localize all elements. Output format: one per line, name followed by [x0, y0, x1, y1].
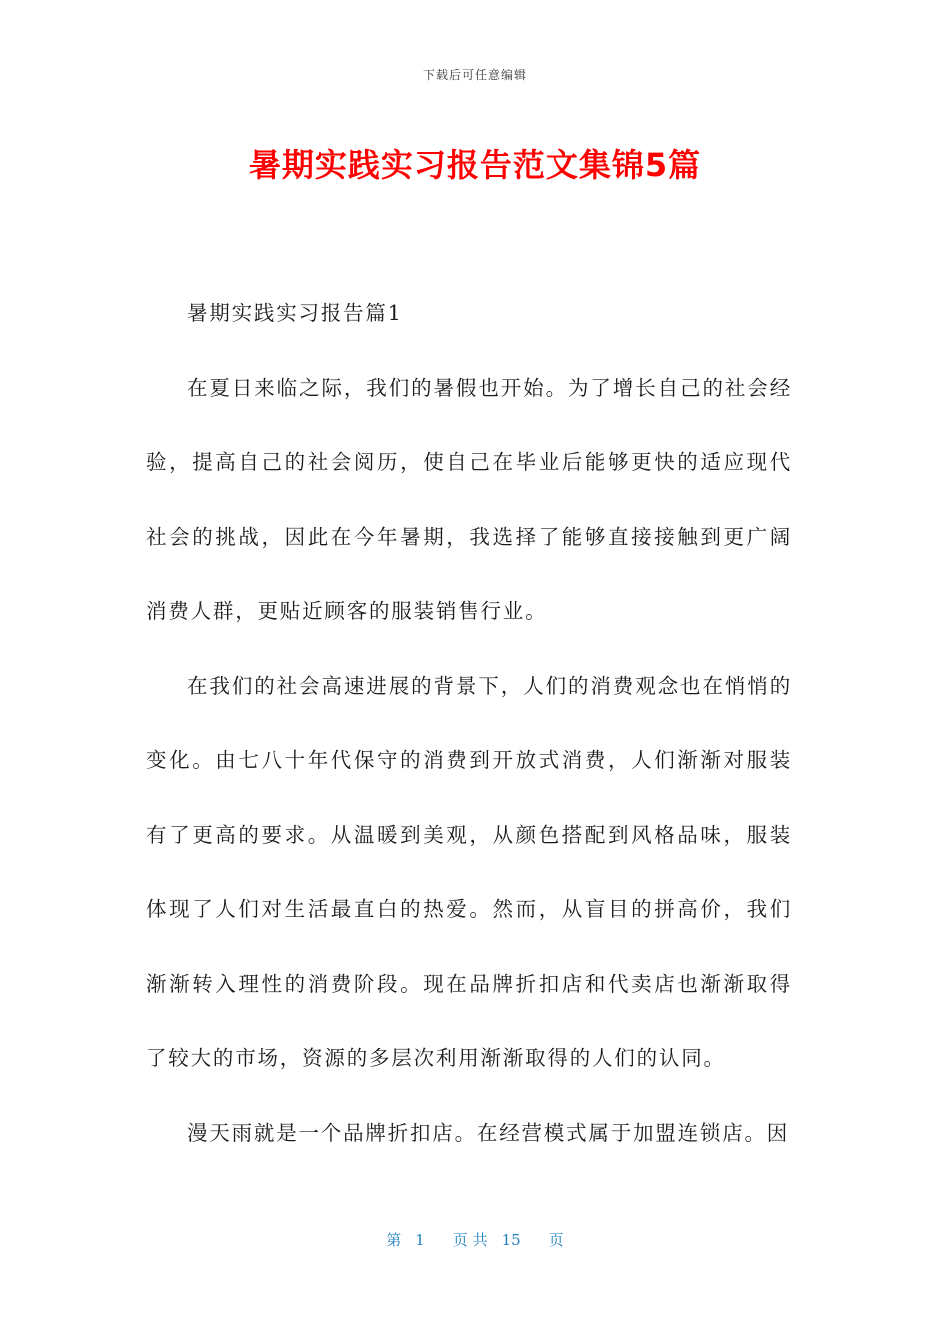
paragraph: 漫天雨就是一个品牌折扣店。在经营模式属于加盟连锁店。因	[187, 1120, 790, 1145]
footer-page-number: 1	[415, 1231, 425, 1249]
document-body	[146, 276, 792, 1170]
document-title: 暑期实践实习报告范文集锦5篇	[248, 146, 702, 184]
footer-prefix: 第	[386, 1231, 402, 1249]
paragraph: 在我们的社会高速进展的背景下，人们的消费观念也在悄悄的变化。由七八十年代保守的消费到开放式消费，人们渐渐对服装有了更高的要求。从温暖到美观，从颜色搭配到风格品味，服装体现了人们对生活最直白的热爱。然而，从盲目的拼高价，我们渐渐转入理性的消费阶段。现在品牌折扣店和代卖店也渐渐取得了较大的市场，资源的多层次利用渐渐取得的人们的认同。	[146, 673, 792, 1070]
page-footer	[0, 1229, 950, 1250]
section-heading: 暑期实践实习报告篇1	[187, 301, 403, 325]
page-header-note: 下载后可任意编辑	[422, 68, 527, 82]
footer-suffix: 页	[548, 1231, 564, 1249]
paragraph: 在夏日来临之际，我们的暑假也开始。为了增长自己的社会经验，提高自己的社会阅历，使自己在毕业后能够更快的适应现代社会的挑战，因此在今年暑期，我选择了能够直接接触到更广阔消费人群，更贴近顾客的服装销售行业。	[146, 375, 792, 623]
footer-middle: 页 共	[452, 1231, 488, 1249]
footer-total-pages: 15	[501, 1231, 521, 1249]
